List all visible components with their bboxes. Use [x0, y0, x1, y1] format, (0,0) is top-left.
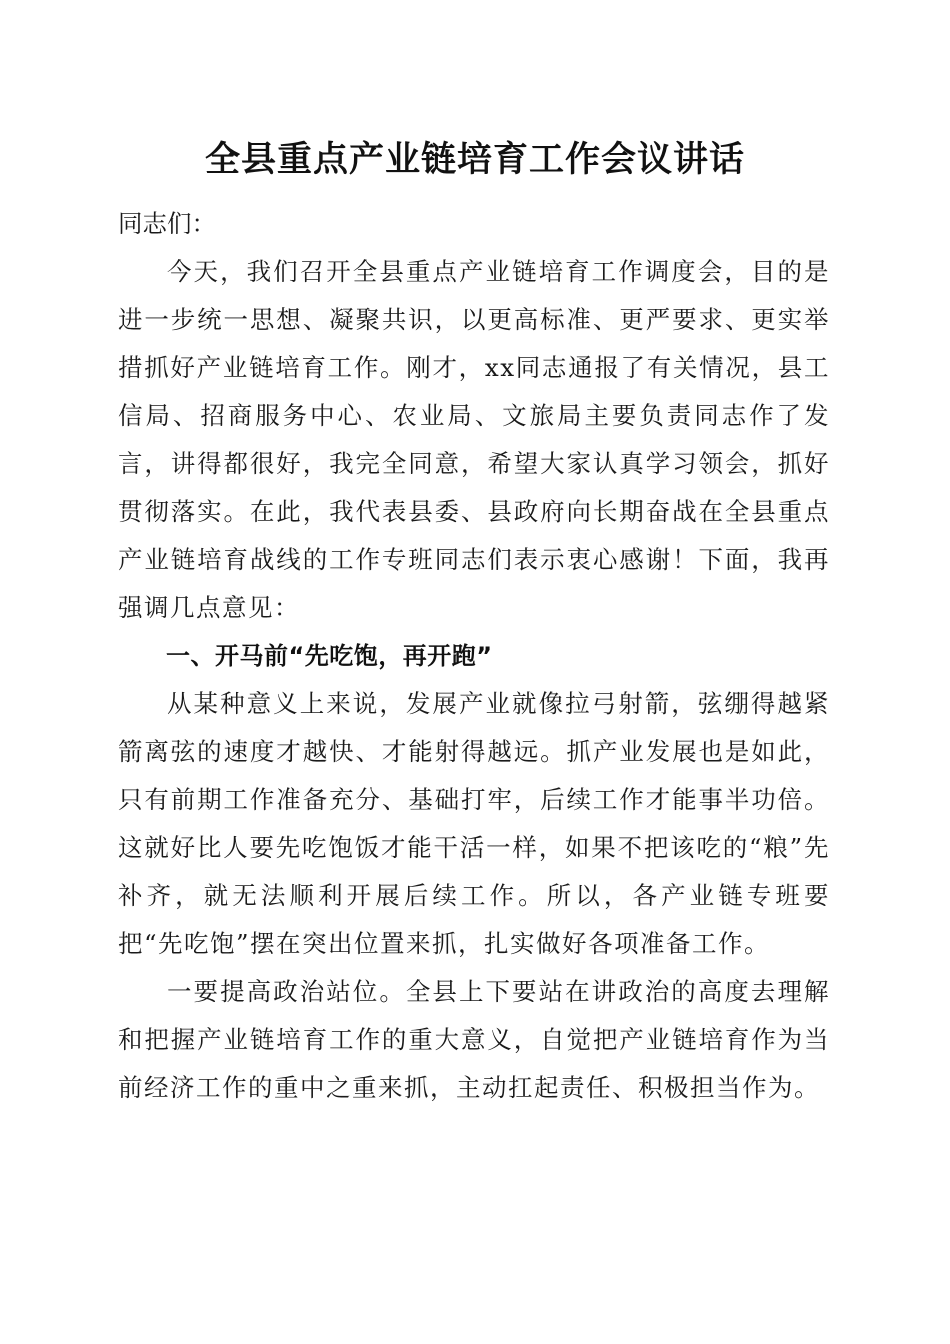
- section-paragraph: 从某种意义上来说，发展产业就像拉弓射箭，弦绷得越紧箭离弦的速度才越快、才能射得越远。抓产业发展也是如此，只有前期工作准备充分、基础打牢，后续工作才能事半功倍。这就好比人要先吃饱饭才能干活一样，如果不把该吃的“粮”先补齐，就无法顺利开展后续工作。所以，各产业链专班要把“先吃饱”摆在突出位置来抓，扎实做好各项准备工作。: [118, 689, 830, 958]
- opening-paragraph: 今天，我们召开全县重点产业链培育工作调度会，目的是进一步统一思想、凝聚共识，以更高标准、更严要求、更实举措抓好产业链培育工作。刚才，xx同志通报了有关情况，县工信局、招商服务中心、农业局、文旅局主要负责同志作了发言，讲得都很好，我完全同意，希望大家认真学习领会，抓好贯彻落实。在此，我代表县委、县政府向长期奋战在全县重点产业链培育战线的工作专班同志们表示衷心感谢！下面，我再强调几点意见：: [118, 257, 830, 622]
- document-title: 全县重点产业链培育工作会议讲话: [204, 139, 745, 180]
- document-body: [118, 200, 830, 1112]
- salutation: 同志们：: [118, 209, 216, 238]
- section-heading: 一、开马前“先吃饱，再开跑”: [166, 642, 493, 670]
- section-paragraph: 一要提高政治站位。全县上下要站在讲政治的高度去理解和把握产业链培育工作的重大意义，自觉把产业链培育作为当前经济工作的重中之重来抓，主动扛起责任、积极担当作为。: [118, 977, 830, 1102]
